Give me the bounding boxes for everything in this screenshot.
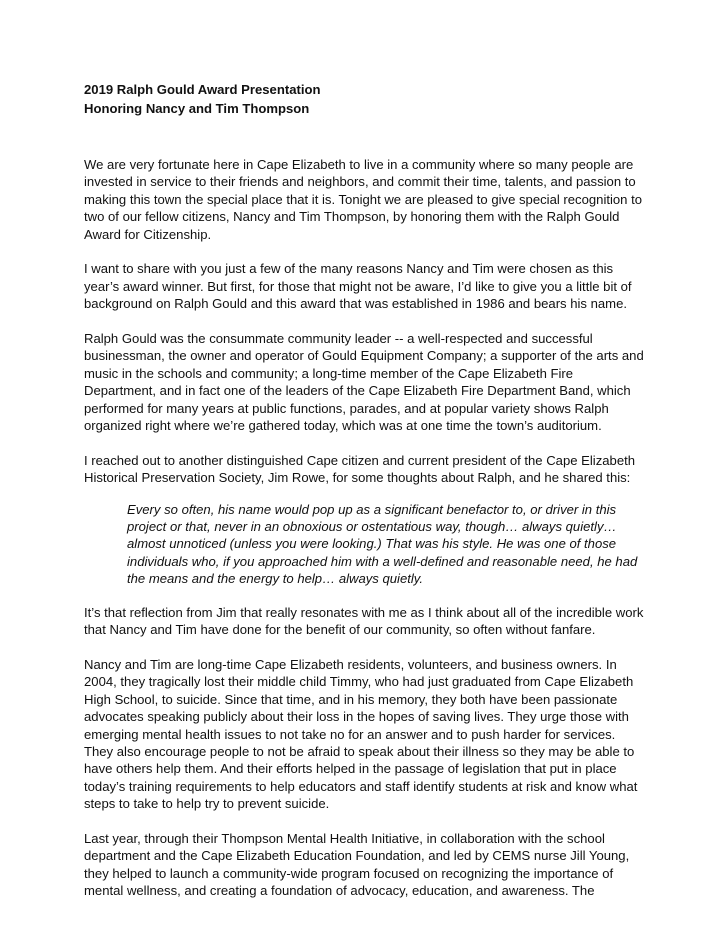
paragraph-background: I want to share with you just a few of the many reasons Nancy and Tim were chosen as this year’s award winner. But first, for those that might not be aware, I’d like to give you a little bit of background on Ralph Gould and this award that was established in 1986 and bears his name. xyxy=(84,261,632,312)
paragraph-ralph-gould: Ralph Gould was the consummate community leader -- a well-respected and successful businessman, the owner and operator of Gould Equipment Company; a supporter of the arts and music in the schools and community; a long-time member of the Cape Elizabeth Fire Department, and in fact one of the leaders of the Cape Elizabeth Fire Department Band, which performed for many years at public functions, parades, and at popular variety shows Ralph organized right where we’re gathered today, which was at one time the town’s auditorium. xyxy=(84,331,644,434)
paragraph-thompsons: Nancy and Tim are long-time Cape Elizabeth residents, volunteers, and business owners. In 2004, they tragically lost their middle child Timmy, who had just graduated from Cape Elizabeth High School, to suicide. Since that time, and in his memory, they both have been passionate advocates speaking publicly about their loss in the hopes of saving lives. They urge those with emerging mental health issues to not take no for an answer and to push harder for services. They also encourage people to not be afraid to speak about their illness so they may be able to have others help them. And their efforts helped in the passage of legislation that put in place today’s training requirements to help educators and staff identify students at risk and know what steps to take to help try to prevent suicide. xyxy=(84,656,638,812)
title-line-1: 2019 Ralph Gould Award Presentation xyxy=(84,82,321,97)
block-quote: Every so often, his name would pop up as a significant benefactor to, or driver in this project or that, never in an obnoxious or ostentatious way, though… always quietly… almost unnoticed (unless you were looking.) That was his style. He was one of those individuals who, if you approached him with a well-defined and reasonable need, he had the means and the energy to help… always quietly. xyxy=(127,501,638,587)
paragraph-initiative: Last year, through their Thompson Mental Health Initiative, in collaboration with the school department and the Cape Elizabeth Education Foundation, and led by CEMS nurse Jill Young, they helped to launch a community-wide program focused on recognizing the importance of mental wellness, and creating a foundation of advocacy, education, and awareness. The xyxy=(84,830,630,899)
document-page xyxy=(84,80,644,900)
paragraph-introduction: We are very fortunate here in Cape Elizabeth to live in a community where so many people are invested in service to their friends and neighbors, and commit their time, talents, and passion to making this town the special place that it is. Tonight we are pleased to give special recognition to two of our fellow citizens, Nancy and Tim Thompson, by honoring them with the Ralph Gould Award for Citizenship. xyxy=(84,157,643,242)
document-title xyxy=(84,80,644,118)
paragraph-jim-rowe: I reached out to another distinguished Cape citizen and current president of the Cape Elizabeth Historical Preservation Society, Jim Rowe, for some thoughts about Ralph, and he shared this: xyxy=(84,452,636,486)
paragraph-reflection: It’s that reflection from Jim that really resonates with me as I think about all of the incredible work that Nancy and Tim have done for the benefit of our community, so often without fanfare. xyxy=(84,604,644,638)
title-line-2: Honoring Nancy and Tim Thompson xyxy=(84,101,310,116)
